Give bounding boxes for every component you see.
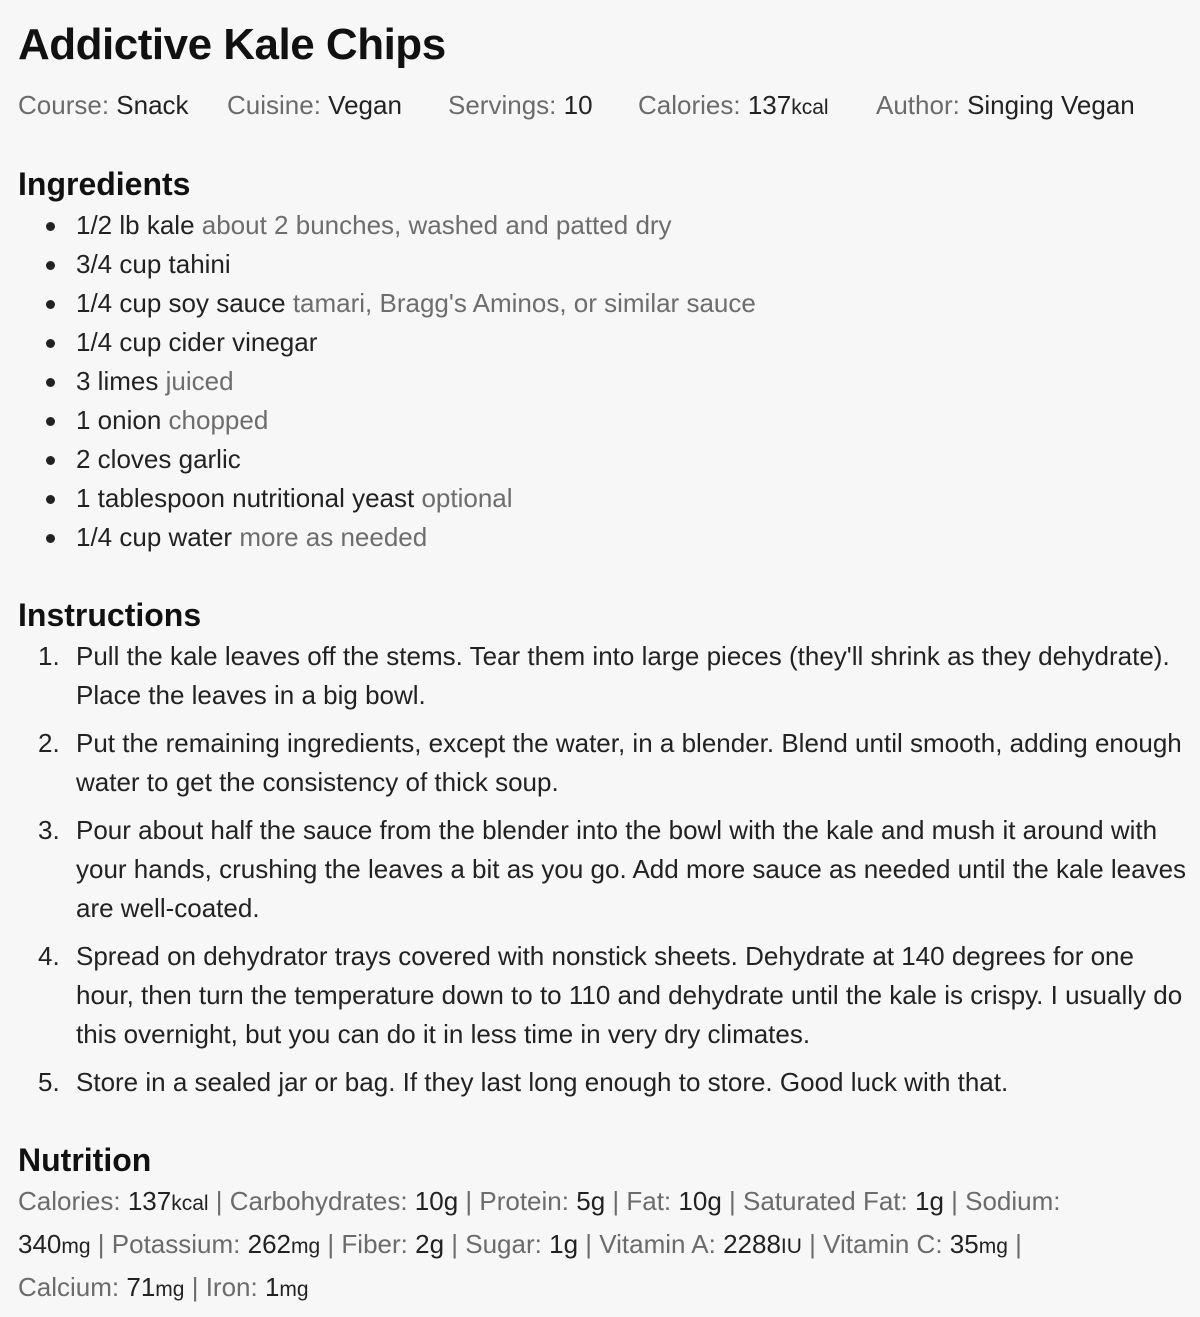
ingredient-main: 1/2 lb kale [76,210,195,240]
nutrient-value: 71 [126,1272,156,1302]
bullet-icon [46,417,55,426]
nutrient-vitamin-a [599,1229,802,1259]
step-number: 5. [38,1067,60,1097]
step-number: 1. [38,641,60,671]
step-text: Store in a sealed jar or bag. If they last long enough to store. Good luck with that. [76,1067,1009,1097]
bullet-icon [46,222,55,231]
nutrient-label: Calcium: [18,1272,120,1302]
nutrient-unit: g [929,1186,944,1216]
bullet-icon [46,456,55,465]
nutrient-unit: g [563,1229,579,1259]
ingredient-main: 2 cloves garlic [76,444,241,474]
nutrient-label: Fat: [626,1186,672,1216]
nutrient-iron [206,1272,309,1302]
meta-author [876,90,1135,121]
meta-calories [638,90,829,121]
nutrient-value: 1 [914,1186,930,1216]
nutrient-value: 35 [949,1229,979,1259]
separator: | [444,1229,466,1259]
nutrient-value: 10 [678,1186,708,1216]
ingredient-item [18,518,756,557]
meta-value: Vegan [328,90,402,120]
nutrient-unit: mg [291,1235,321,1258]
instruction-step [18,724,1188,802]
nutrient-fiber [341,1229,444,1259]
nutrient-unit: mg [978,1235,1008,1258]
ingredients-heading: Ingredients [18,166,191,202]
bullet-icon [46,261,55,270]
bullet-icon [46,378,55,387]
nutrient-label: Sugar: [465,1229,542,1259]
instruction-step [18,937,1188,1054]
nutrient-label: Carbohydrates: [229,1186,408,1216]
nutrient-vitamin-c [823,1229,1008,1259]
nutrient-unit: g [707,1186,722,1216]
ingredient-item [18,362,756,401]
step-number: 2. [38,728,60,758]
meta-value: Singing Vegan [967,90,1135,120]
meta-label: Servings: [448,90,557,120]
nutrient-value: 10 [414,1186,444,1216]
step-text: Pull the kale leaves off the stems. Tear them into large pieces (they'll shrink as they dehydrate). Place the leaves in a big bowl. [76,641,1170,710]
meta-label: Calories: [638,90,741,120]
separator: | [721,1186,743,1216]
step-text: Pour about half the sauce from the blender into the bowl with the kale and mush it around with your hands, crushing the leaves a bit as you go. Add more sauce as needed until the kale leaves are well-coated. [76,815,1187,923]
ingredient-note: tamari, Bragg's Aminos, or similar sauce [292,288,756,318]
nutrient-label: Vitamin C: [823,1229,943,1259]
ingredient-main: 1 tablespoon nutritional yeast [76,483,415,513]
nutrient-label: Iron: [205,1272,258,1302]
ingredient-note: about 2 bunches, washed and patted dry [201,210,672,240]
nutrient-label: Calories: [18,1186,121,1216]
nutrient-label: Protein: [479,1186,569,1216]
nutrient-calories [18,1186,209,1216]
nutrient-label: Fiber: [341,1229,408,1259]
nutrient-potassium [112,1229,320,1259]
separator: | [320,1229,342,1259]
nutrient-unit: g [429,1229,445,1259]
ingredient-note: chopped [168,405,269,435]
nutrient-unit: g [443,1186,459,1216]
step-number: 4. [38,941,60,971]
ingredient-main: 3 limes [76,366,159,396]
step-text: Spread on dehydrator trays covered with nonstick sheets. Dehydrate at 140 degrees for one hour, then turn the temperature down to to 110 and dehydrate until the kale is crispy. I usually do this overnight, but you can do it in less time in very dry climates. [76,941,1183,1049]
separator: | [208,1186,230,1216]
nutrient-sugar [465,1229,578,1259]
nutrient-label: Potassium: [111,1229,241,1259]
ingredient-main: 3/4 cup tahini [76,249,231,279]
ingredient-item [18,479,756,518]
separator: | [801,1229,824,1259]
meta-label: Cuisine: [227,90,321,120]
nutrient-saturated-fat [743,1186,944,1216]
nutrient-calcium [18,1272,184,1302]
ingredient-item [18,440,756,479]
meta-unit: kcal [791,96,829,119]
step-text: Put the remaining ingredients, except the water, in a blender. Blend until smooth, adding enough water to get the consistency of thick soup. [76,728,1182,797]
nutrient-unit: IU [780,1235,802,1258]
meta-label: Author: [876,90,960,120]
meta-servings [448,90,593,121]
ingredient-note: more as needed [239,522,428,552]
meta-value: Snack [116,90,189,120]
bullet-icon [46,534,55,543]
bullet-icon [46,339,55,348]
nutrient-fat [626,1186,721,1216]
ingredients-list [18,206,756,557]
nutrient-protein [479,1186,605,1216]
ingredient-item [18,401,756,440]
nutrient-value: 340 [18,1229,62,1259]
nutrient-unit: g [590,1186,606,1216]
instructions-heading: Instructions [18,597,202,633]
separator: | [184,1272,206,1302]
nutrient-value: 2 [415,1229,430,1259]
instructions-list [18,637,1188,1111]
ingredient-main: 1/4 cup water [76,522,233,552]
nutrient-value: 1 [264,1272,280,1302]
nutrient-unit: mg [61,1235,91,1258]
bullet-icon [46,300,55,309]
instruction-step [18,637,1188,715]
meta-value: 10 [563,90,593,120]
ingredient-note: optional [421,483,513,513]
meta-cuisine [227,90,402,121]
ingredient-note: juiced [165,366,234,396]
instruction-step [18,811,1188,928]
separator: | [90,1229,112,1259]
meta-course [18,90,189,121]
ingredient-item [18,206,756,245]
ingredient-main: 1/4 cup soy sauce [76,288,286,318]
ingredient-item [18,323,756,362]
step-number: 3. [38,815,60,845]
meta-value: 137 [747,90,792,120]
nutrient-value: 262 [247,1229,292,1259]
instruction-step [18,1063,1188,1102]
ingredient-main: 1 onion [76,405,162,435]
nutrient-value: 5 [576,1186,591,1216]
ingredient-item [18,284,756,323]
nutrient-value: 137 [127,1186,172,1216]
separator: | [458,1186,480,1216]
nutrient-label: Saturated Fat: [742,1186,908,1216]
nutrient-carbohydrates [230,1186,458,1216]
nutrient-value: 1 [549,1229,564,1259]
nutrient-value: 2288 [723,1229,781,1259]
separator: | [943,1186,966,1216]
nutrient-label: Vitamin A: [599,1229,716,1259]
nutrient-unit: mg [279,1278,309,1301]
nutrition-heading: Nutrition [18,1142,152,1178]
separator: | [605,1186,627,1216]
separator: | [1007,1229,1022,1259]
ingredient-main: 1/4 cup cider vinegar [76,327,318,357]
separator: | [578,1229,600,1259]
bullet-icon [46,495,55,504]
nutrient-label: Sodium: [965,1186,1061,1216]
nutrition-facts [18,1181,1128,1310]
ingredient-item [18,245,756,284]
recipe-title: Addictive Kale Chips [18,20,446,69]
nutrient-unit: mg [155,1278,185,1301]
nutrient-unit: kcal [171,1192,209,1215]
meta-label: Course: [18,90,110,120]
